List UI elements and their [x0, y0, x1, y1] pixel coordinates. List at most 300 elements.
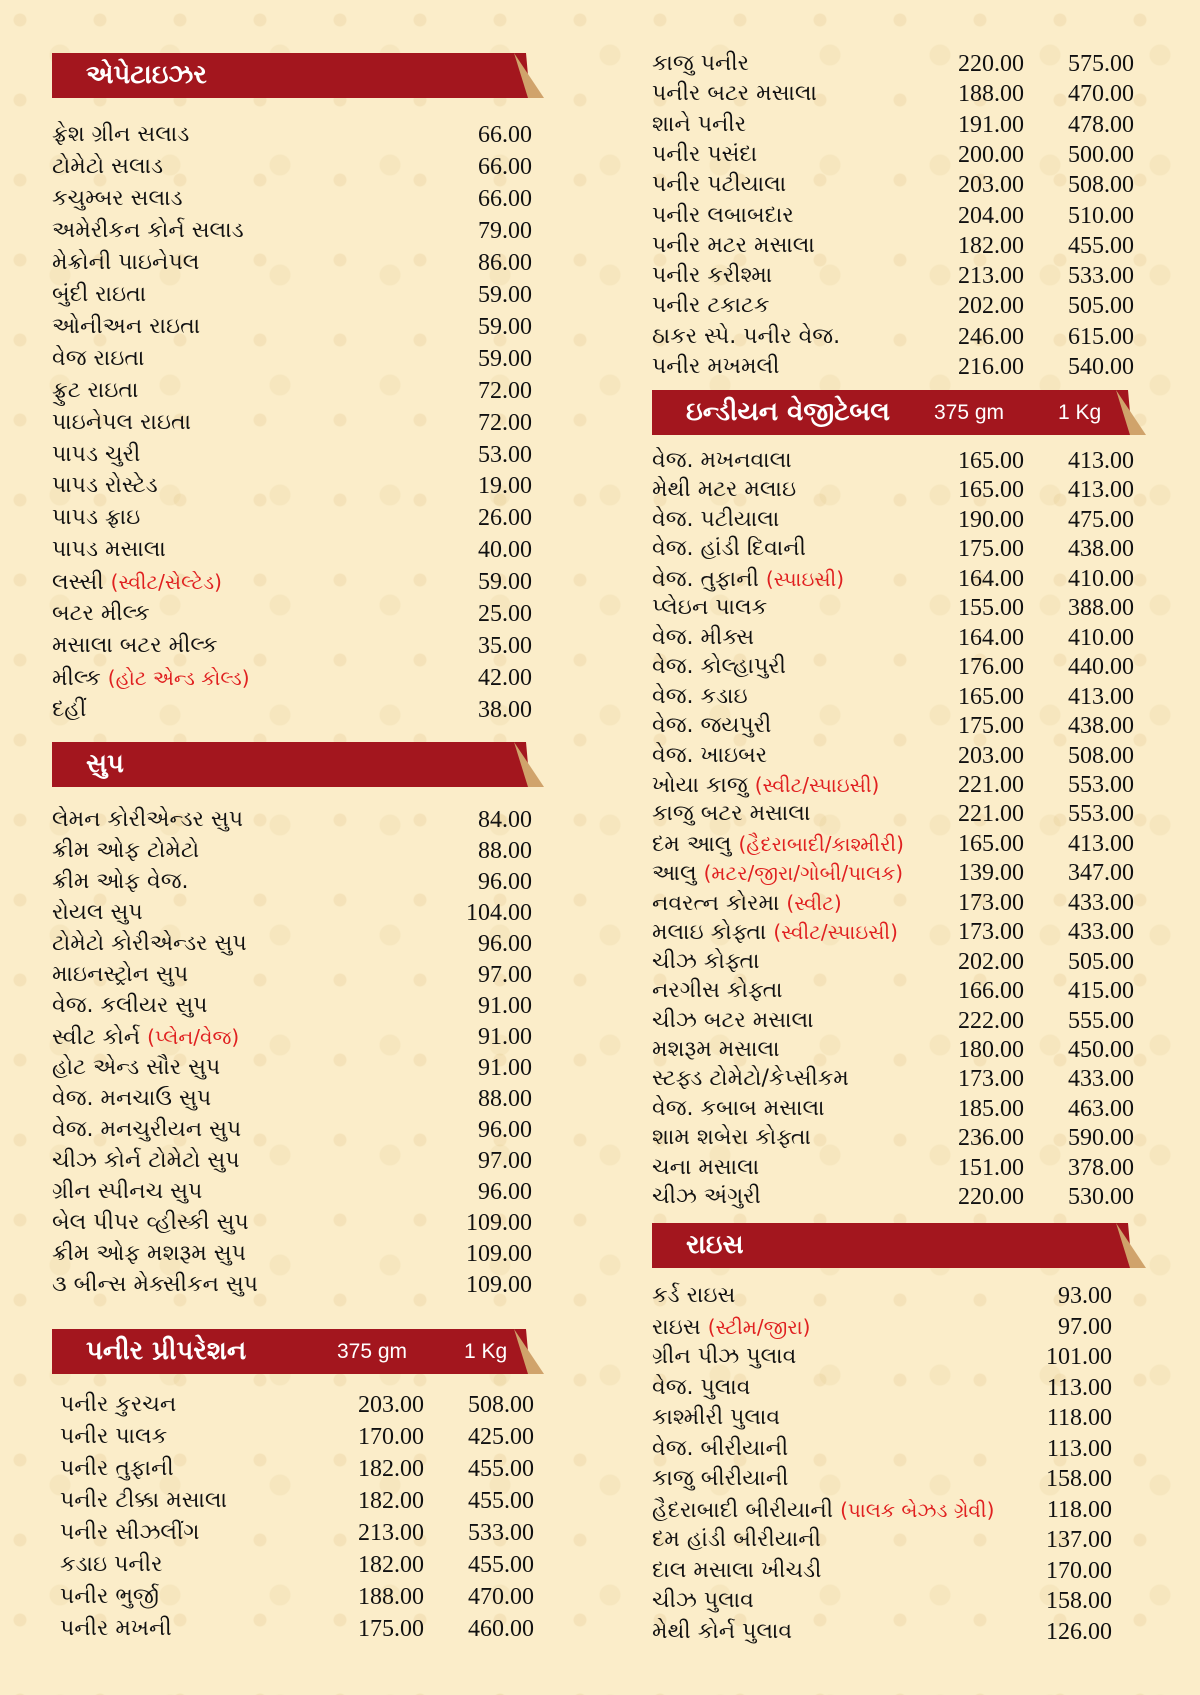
menu-item-price-1kg: 460.00: [468, 1616, 534, 1642]
menu-item-name: [52, 836, 199, 866]
menu-item-price-375gm: 222.00: [958, 1007, 1024, 1034]
menu-item-name-text: ૩ બીન્સ મેક્સીકન સુપ: [52, 1272, 258, 1297]
menu-item: [652, 770, 1144, 800]
menu-item: [652, 322, 1144, 352]
menu-item: [652, 231, 1144, 261]
menu-item-name: [52, 631, 217, 661]
menu-item-name-text: ગ્રીન સ્પીનચ સુપ: [52, 1179, 203, 1204]
menu-item-price-1kg: 413.00: [1068, 477, 1134, 504]
menu-item: [652, 1281, 1142, 1311]
menu-item: [52, 376, 542, 406]
menu-item-price-375gm: 165.00: [958, 477, 1024, 504]
menu-item-price-375gm: 173.00: [958, 919, 1024, 946]
menu-item-price-1kg: 505.00: [1068, 293, 1134, 320]
menu-item-name-text: પનીર મખમલી: [652, 354, 780, 379]
menu-item-price-375gm: 220.00: [958, 1184, 1024, 1211]
menu-item-price-375gm: 188.00: [358, 1584, 424, 1610]
menu-item-name: [652, 1525, 821, 1555]
menu-item: [52, 248, 542, 278]
menu-item-price: 59.00: [478, 281, 532, 308]
menu-item-note: (સ્વીટ/સ્પાઇસી): [773, 920, 898, 945]
menu-item-price-1kg: 470.00: [468, 1584, 534, 1610]
menu-item-price-1kg: 575.00: [1068, 51, 1134, 77]
menu-item-price: 97.00: [478, 962, 532, 988]
menu-item-name: [652, 1403, 780, 1433]
menu-item-price: 118.00: [1046, 1405, 1112, 1431]
menu-item: [652, 79, 1144, 109]
menu-item-name-text: પાઇનેપલ રાઇતા: [52, 409, 191, 435]
menu-item: [652, 170, 1144, 200]
menu-item-price-375gm: 236.00: [958, 1125, 1024, 1152]
menu-item-name: [652, 1373, 751, 1403]
menu-item-name: [652, 1064, 849, 1094]
menu-item-price-1kg: 510.00: [1068, 202, 1134, 229]
menu-item-name-text: પનીર ભુર્જી: [60, 1584, 160, 1609]
menu-item-price-1kg: 505.00: [1068, 948, 1134, 975]
menu-item-price: 97.00: [478, 1148, 532, 1174]
menu-item-name-text: કર્ડ રાઇસ: [652, 1283, 736, 1308]
menu-item: [652, 446, 1144, 476]
menu-item-price-1kg: 533.00: [1068, 263, 1134, 290]
menu-item-name: [652, 1586, 754, 1616]
menu-item: [652, 711, 1144, 741]
menu-item: [652, 1123, 1144, 1153]
section-banner-rice: [652, 1223, 1146, 1268]
menu-item: [652, 1006, 1144, 1036]
menu-item-name-text: ખોયા કાજુ: [652, 772, 748, 798]
menu-item-name-text: કાશ્મીરી પુલાવ: [652, 1405, 781, 1430]
menu-item-name: [652, 352, 779, 382]
menu-item-name-text: વેજ. પુલાવ: [652, 1374, 751, 1400]
menu-item: [60, 1550, 544, 1580]
menu-item-name-text: ફ્રેશ ગ્રીન સલાડ: [52, 122, 190, 147]
menu-item: [652, 623, 1144, 653]
menu-item-name: [52, 1270, 258, 1300]
menu-item-name: [60, 1518, 199, 1548]
menu-item-name: [52, 503, 140, 533]
menu-item: [60, 1422, 544, 1452]
menu-item: [52, 960, 542, 990]
menu-item-name: [60, 1422, 167, 1452]
menu-item: [652, 352, 1144, 382]
menu-item-name: [652, 1281, 735, 1311]
menu-item-name-text: પનીર બટર મસાલા: [652, 81, 817, 107]
menu-item-name: [60, 1582, 159, 1612]
menu-item-price-375gm: 182.00: [358, 1456, 424, 1482]
menu-item-name: [652, 1312, 810, 1343]
menu-item: [52, 471, 542, 501]
menu-item-price-1kg: 440.00: [1068, 654, 1134, 681]
menu-item-name: [652, 1182, 761, 1212]
menu-item: [652, 140, 1144, 170]
menu-item: [652, 564, 1144, 594]
menu-item-price-1kg: 413.00: [1068, 683, 1134, 710]
menu-item-name: [652, 1495, 994, 1526]
menu-item-name: [652, 49, 749, 79]
menu-item-price-375gm: 216.00: [958, 354, 1024, 380]
menu-item-name-text: વેજ. હાંડી દિવાની: [652, 536, 806, 562]
menu-item: [52, 929, 542, 959]
menu-item-price-375gm: 164.00: [958, 565, 1024, 592]
menu-item: [652, 652, 1144, 682]
menu-item-price: 109.00: [466, 1241, 532, 1267]
menu-item: [52, 535, 542, 565]
menu-item-name-text: ઓનીઅન રાઇતા: [52, 313, 201, 339]
menu-item-price: 96.00: [478, 869, 532, 895]
menu-item-name: [652, 475, 796, 505]
menu-item-name-text: ઠાકર સ્પે. પનીર વેજ.: [652, 323, 841, 349]
menu-item-note: (મટર/જીરા/ગોબી/પાલક): [703, 861, 904, 886]
menu-item-price-1kg: 433.00: [1068, 1066, 1134, 1093]
menu-item-price: 126.00: [1046, 1618, 1112, 1645]
menu-item-price-1kg: 508.00: [1068, 742, 1134, 769]
menu-item-name: [652, 829, 904, 860]
menu-item-name-text: વેજ. કડાઇ: [652, 683, 748, 709]
menu-item-price-1kg: 555.00: [1068, 1007, 1134, 1034]
menu-item-price-375gm: 165.00: [958, 448, 1024, 474]
menu-item-name: [652, 917, 898, 948]
menu-item-price-1kg: 388.00: [1068, 595, 1134, 622]
menu-item-price: 88.00: [478, 838, 532, 864]
menu-item-price-375gm: 165.00: [958, 683, 1024, 710]
menu-item-price-1kg: 553.00: [1068, 801, 1134, 828]
menu-item-name: [652, 1556, 821, 1586]
menu-item-name: [52, 1115, 241, 1145]
menu-item-price: 53.00: [478, 441, 532, 468]
menu-item-name-text: માઇનસ્ટ્રોન સુપ: [52, 962, 189, 987]
menu-item-name-text: પનીર કરીશ્મા: [652, 263, 773, 289]
menu-item-name-text: બટર મીલ્ક: [52, 601, 150, 627]
menu-item-name-text: હૈદરાબાદી બીરીયાની: [652, 1497, 834, 1523]
menu-item: [652, 741, 1144, 771]
menu-item-price-375gm: 202.00: [958, 293, 1024, 320]
menu-item-name: [652, 976, 783, 1006]
menu-item: [52, 1022, 542, 1052]
menu-item-price-375gm: 139.00: [958, 860, 1024, 887]
menu-item-price-1kg: 347.00: [1068, 860, 1134, 887]
menu-item-price-375gm: 173.00: [958, 1066, 1024, 1093]
menu-item-name: [52, 1146, 240, 1176]
menu-item-name-text: હોટ એન્ડ સૌર સુપ: [52, 1055, 221, 1080]
menu-item-name-text: વેજ. જયપુરી: [652, 713, 772, 739]
menu-item-name: [60, 1390, 176, 1420]
menu-item-price-375gm: 165.00: [958, 830, 1024, 857]
menu-item: [652, 1342, 1142, 1372]
indian-veg-weight-small: 375 gm: [934, 401, 1005, 424]
menu-item: [52, 120, 542, 150]
menu-item-name-text: વેજ. કોલ્હાપુરી: [652, 654, 786, 680]
menu-item-name-text: મલાઇ કોફ્તા: [652, 920, 767, 946]
menu-item: [652, 475, 1144, 505]
menu-item-price-1kg: 455.00: [1068, 232, 1134, 259]
menu-item-price: 170.00: [1046, 1557, 1112, 1584]
menu-item-name: [60, 1614, 172, 1644]
menu-item-name: [652, 799, 810, 829]
menu-item-name-text: ચીઝ કોર્ન ટોમેટો સુપ: [52, 1148, 240, 1173]
menu-item-price-375gm: 246.00: [958, 323, 1024, 350]
menu-item-price: 113.00: [1046, 1374, 1112, 1401]
menu-item-name-text: બુંદી રાઇતા: [52, 281, 147, 307]
menu-item: [52, 695, 542, 725]
menu-item-name: [52, 1177, 202, 1207]
menu-item-name-text: પનીર ટીક્કા મસાલા: [60, 1488, 227, 1513]
menu-item: [652, 1495, 1142, 1525]
menu-item-name-text: પનીર કુરચન: [60, 1392, 177, 1417]
menu-item-price-1kg: 615.00: [1068, 323, 1134, 350]
menu-item: [52, 1053, 542, 1083]
menu-item-name: [652, 1434, 788, 1464]
menu-item-name: [652, 1617, 792, 1647]
menu-item-price: 38.00: [478, 697, 532, 724]
section-banner-appetizer: [52, 53, 544, 98]
menu-item-price-375gm: 175.00: [358, 1616, 424, 1642]
menu-item-name-text: પાપડ ચુરી: [52, 441, 141, 467]
menu-item-name-text: દમ આલુ: [652, 831, 732, 857]
menu-item-name-text: દહીં: [52, 697, 87, 723]
menu-item-price-375gm: 182.00: [958, 232, 1024, 259]
paneer-weight-small: 375 gm: [337, 1340, 408, 1363]
menu-item-price: 97.00: [1058, 1313, 1112, 1340]
menu-item-name-text: પનીર પાલક: [60, 1424, 168, 1449]
menu-item-price-1kg: 500.00: [1068, 141, 1134, 168]
menu-item-name: [52, 567, 222, 598]
menu-item-name-text: રોયલ સુપ: [52, 900, 143, 925]
menu-item-name: [52, 805, 243, 835]
menu-item-name: [60, 1550, 162, 1580]
menu-item: [52, 344, 542, 374]
menu-item-price: 84.00: [478, 807, 532, 833]
menu-item-name: [652, 446, 792, 476]
menu-item-name: [652, 711, 771, 741]
menu-item-name-text: વેજ. કબાબ મસાલા: [652, 1095, 825, 1121]
menu-item: [52, 1208, 542, 1238]
paneer-weight-large: 1 Kg: [464, 1340, 508, 1363]
menu-item-price: 59.00: [478, 569, 532, 596]
menu-item-price-1kg: 533.00: [468, 1520, 534, 1546]
menu-item-name-text: પનીર ટકાટક: [652, 293, 770, 319]
menu-item-price: 101.00: [1046, 1344, 1112, 1370]
menu-item-price: 137.00: [1046, 1527, 1112, 1553]
menu-item-price-375gm: 213.00: [358, 1520, 424, 1546]
menu-item: [652, 534, 1144, 564]
menu-item: [60, 1582, 544, 1612]
menu-item-price: 96.00: [478, 1117, 532, 1143]
menu-item-price-375gm: 191.00: [958, 111, 1024, 138]
menu-item-price-375gm: 175.00: [958, 713, 1024, 740]
menu-item-price-1kg: 433.00: [1068, 919, 1134, 946]
menu-item-name-text: ક્રીમ ઓફ મશરૂમ સુપ: [52, 1241, 246, 1266]
menu-item-price-375gm: 176.00: [958, 654, 1024, 681]
menu-item-name: [52, 312, 200, 342]
menu-item-price: 109.00: [466, 1272, 532, 1298]
menu-item-name: [652, 1006, 813, 1036]
menu-item-price-1kg: 508.00: [1068, 172, 1134, 199]
menu-item-price: 118.00: [1046, 1496, 1112, 1523]
menu-item-price: 19.00: [478, 473, 532, 500]
menu-item-name-text: પાપડ ફ્રાઇ: [52, 505, 141, 531]
menu-item: [52, 1239, 542, 1269]
menu-item-name-text: શામ શબેરા કોફ્તા: [652, 1125, 811, 1151]
menu-item-name-text: પાપડ રોસ્ટેડ: [52, 473, 158, 499]
menu-item-note: (પાલક બેઝડ ગ્રેવી): [840, 1497, 995, 1522]
menu-item-name: [52, 929, 247, 959]
menu-item-name: [652, 79, 817, 109]
menu-item-price-375gm: 213.00: [958, 263, 1024, 290]
menu-item-name-text: પનીર પસંદા: [652, 141, 758, 167]
menu-item: [652, 682, 1144, 712]
menu-item: [52, 898, 542, 928]
menu-item-price-375gm: 221.00: [958, 801, 1024, 828]
menu-item-name: [52, 535, 166, 565]
menu-item-price: 66.00: [478, 153, 532, 180]
menu-item-price: 91.00: [478, 1055, 532, 1081]
menu-item-price: 91.00: [478, 993, 532, 1019]
menu-item-note: (સ્વીટ/સ્પાઇસી): [754, 772, 880, 797]
menu-item: [652, 1556, 1142, 1586]
menu-item-name: [52, 280, 146, 310]
menu-item-name: [52, 867, 189, 897]
menu-item-price-1kg: 455.00: [468, 1456, 534, 1482]
menu-item-price-375gm: 203.00: [958, 172, 1024, 199]
menu-item-price: 109.00: [466, 1210, 532, 1236]
menu-item: [652, 976, 1144, 1006]
menu-item-note: (પ્લેન/વેજ): [147, 1025, 240, 1049]
menu-item: [52, 663, 542, 693]
menu-item: [52, 1270, 542, 1300]
menu-item-price: 40.00: [478, 537, 532, 564]
menu-item-price-375gm: 175.00: [958, 536, 1024, 563]
menu-item-name-text: મેક્રોની પાઇનેપલ: [52, 249, 200, 275]
menu-item: [60, 1390, 544, 1420]
menu-item-price-1kg: 530.00: [1068, 1184, 1134, 1211]
menu-item-name: [652, 170, 786, 200]
menu-item-name: [52, 1022, 239, 1053]
section-title-soup: સુપ: [86, 749, 124, 779]
menu-item: [652, 201, 1144, 231]
menu-item-name-text: કાજુ બીરીયાની: [652, 1466, 789, 1491]
menu-item-name: [652, 947, 760, 977]
menu-item-price: 59.00: [478, 313, 532, 340]
menu-item: [652, 799, 1144, 829]
menu-item-name-text: વેજ. પટીયાલા: [652, 506, 780, 532]
menu-item: [652, 1312, 1142, 1342]
menu-item-name: [652, 741, 767, 771]
menu-item-name: [652, 593, 767, 623]
menu-item-name-text: પનીર પટીયાલા: [652, 172, 787, 198]
menu-item: [52, 152, 542, 182]
menu-item-name-text: દાલ મસાલા ખીચડી: [652, 1557, 822, 1583]
menu-item-name: [652, 201, 794, 231]
menu-item-price-375gm: 166.00: [958, 978, 1024, 1005]
menu-item-name: [52, 120, 189, 150]
menu-item-price-1kg: 413.00: [1068, 448, 1134, 474]
menu-item-price-375gm: 200.00: [958, 141, 1024, 168]
menu-item-price-1kg: 478.00: [1068, 111, 1134, 138]
section-title-indian-veg: ઇન્ડીયન વેજીટેબલ: [686, 397, 890, 427]
menu-item-price: 93.00: [1058, 1283, 1112, 1309]
section-title-appetizer: એપેટાઇઝર: [86, 60, 207, 90]
menu-item-name: [52, 1084, 211, 1114]
menu-item-name: [652, 623, 754, 653]
menu-item-name-text: લેમન કોરીએન્ડર સુપ: [52, 807, 244, 832]
menu-item-price: 104.00: [466, 900, 532, 926]
menu-item-name: [52, 960, 188, 990]
menu-item-name-text: પનીર મખની: [60, 1616, 172, 1641]
menu-item-name: [652, 1342, 796, 1372]
menu-item-name: [652, 322, 840, 352]
menu-item: [652, 291, 1144, 321]
menu-item-name-text: પનીર તુફાની: [60, 1456, 174, 1481]
menu-item-note: (સ્વીટ): [786, 890, 842, 915]
menu-item-price-375gm: 182.00: [358, 1488, 424, 1514]
menu-item: [652, 1064, 1144, 1094]
menu-item: [52, 599, 542, 629]
menu-item-name: [652, 261, 772, 291]
menu-item-price-375gm: 203.00: [958, 742, 1024, 769]
menu-item: [52, 567, 542, 597]
menu-item-name: [52, 1208, 249, 1238]
menu-item: [60, 1454, 544, 1484]
menu-item-price: 66.00: [478, 185, 532, 212]
menu-item-name-text: વેજ. મીક્સ: [652, 624, 755, 650]
menu-item-price: 72.00: [478, 409, 532, 436]
menu-item-name-text: ટોમેટો સલાડ: [52, 153, 164, 179]
menu-item-name-text: પનીર સીઝલીંગ: [60, 1520, 200, 1545]
menu-item-name-text: પનીર મટર મસાલા: [652, 232, 815, 258]
menu-item-name: [652, 110, 746, 140]
menu-item-name: [52, 376, 138, 406]
menu-item: [52, 1115, 542, 1145]
menu-item: [652, 1153, 1144, 1183]
menu-item: [52, 503, 542, 533]
menu-item-name: [652, 770, 879, 801]
menu-item: [652, 1094, 1144, 1124]
menu-item-name-text: ચીઝ બટર મસાલા: [652, 1007, 814, 1033]
menu-item: [52, 408, 542, 438]
menu-item-name: [652, 858, 903, 889]
menu-item-note: (હૈદરાબાદી/કાશ્મીરી): [738, 831, 904, 856]
menu-item-price: 96.00: [478, 931, 532, 957]
menu-item: [652, 110, 1144, 140]
section-title-paneer: પનીર પ્રીપરેશન: [86, 1336, 247, 1366]
menu-item-note: (સ્ટીમ/જીરા): [707, 1314, 811, 1339]
menu-item: [652, 49, 1144, 79]
menu-item-price-1kg: 410.00: [1068, 565, 1134, 592]
menu-item-price-375gm: 204.00: [958, 202, 1024, 229]
menu-item-price-375gm: 182.00: [358, 1552, 424, 1578]
menu-item-price: 86.00: [478, 249, 532, 276]
menu-item-name-text: વેજ. મનચુરીયન સુપ: [52, 1117, 242, 1142]
menu-item-name-text: બેલ પીપર વ્હીસ્કી સુપ: [52, 1210, 249, 1235]
menu-item-name: [652, 564, 844, 595]
menu-item-name: [52, 663, 250, 694]
menu-item-name: [52, 1239, 246, 1269]
menu-item-name-text: વેજ. મખનવાલા: [652, 448, 792, 473]
menu-item-price: 26.00: [478, 505, 532, 532]
menu-item-name-text: મશરૂમ મસાલા: [652, 1037, 780, 1062]
menu-item-name: [652, 291, 769, 321]
menu-item-price-1kg: 378.00: [1068, 1154, 1134, 1181]
menu-item: [652, 1035, 1144, 1065]
menu-item: [652, 1464, 1142, 1494]
menu-item-price: 59.00: [478, 345, 532, 372]
menu-item-name: [652, 682, 748, 712]
menu-item: [652, 1403, 1142, 1433]
menu-item-name-text: ક્રીમ ઓફ ટોમેટો: [52, 838, 200, 863]
menu-item-price-375gm: 203.00: [358, 1392, 424, 1418]
menu-item-name-text: ચીઝ પુલાવ: [652, 1588, 754, 1613]
menu-item-name-text: અમેરીકન કોર્ન સલાડ: [52, 217, 244, 243]
